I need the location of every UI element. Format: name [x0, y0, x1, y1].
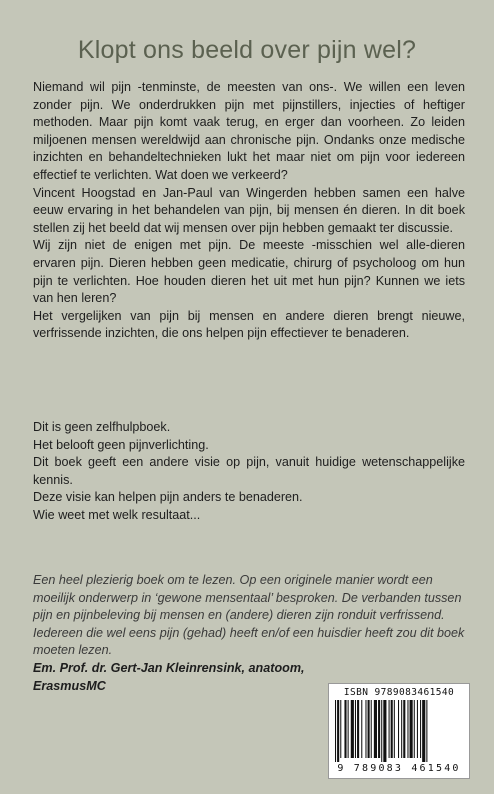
endorsement	[33, 572, 473, 695]
endorsement-text: Een heel plezierig boek om te lezen. Op een originele manier wordt een moeilijk onderwerp in ‘gewone mensentaal’ besproken. De verbanden tussen pijn en pijnbeleving bij mensen en (andere) dieren zijn ronduit verfrissend. Iedereen die wel eens pijn (gehad) heeft en/of een huisdier heeft zou dit boek moeten lezen.	[33, 573, 465, 658]
blurb-paragraph: Wij zijn niet de enigen met pijn. De meeste -misschien wel alle-dieren ervaren pijn. Dieren hebben geen medicatie, chirurg of psycholoog om hun pijn te verlichten. Hoe houden dieren het uit met hun pijn? Kunnen we iets van hen leren?	[33, 238, 465, 306]
endorsement-author: Em. Prof. dr. Gert-Jan Kleinrensink, anatoom, ErasmusMC	[33, 660, 305, 693]
statement-line: Wie weet met welk resultaat...	[33, 507, 201, 522]
blurb	[33, 79, 465, 343]
blurb-paragraph: Vincent Hoogstad en Jan-Paul van Wingerden hebben samen een halve eeuw ervaring in het behandelen van pijn, bij mensen én dieren. In dit boek stellen zij het beeld dat wij mensen over pijn hebben gemaakt ter discussie.	[33, 185, 465, 235]
statement-line: Deze visie kan helpen pijn anders te benaderen.	[33, 490, 303, 505]
back-cover-title: Klopt ons beeld over pijn wel?	[77, 36, 417, 64]
isbn-barcode	[328, 683, 470, 779]
statement-line: Dit is geen zelfhulpboek.	[33, 420, 171, 434]
barcode-bars	[335, 700, 463, 762]
statement-line: Dit boek geeft een andere visie op pijn, vanuit huidige wetenschappelijke kennis.	[33, 455, 465, 487]
statement-line: Het belooft geen pijnverlichting.	[33, 437, 209, 452]
blurb-paragraph: Niemand wil pijn -tenminste, de meesten van ons-. We willen een leven zonder pijn. We onderdrukken pijn met pijnstillers, injecties of heftiger methoden. Maar pijn komt vaak terug, en erger dan voorheen. Zo leiden miljoenen mensen wereldwijd aan chronische pijn. Ondanks onze medische inzichten en behandeltechnieken lukt het maar niet om pijn voor iedereen effectief te verlichten. Wat doen we verkeerd?	[33, 80, 465, 182]
statements	[33, 419, 465, 525]
blurb-paragraph: Het vergelijken van pijn bij mensen en andere dieren brengt nieuwe, verfrissende inzichten, die ons helpen pijn effectiever te benaderen.	[33, 308, 465, 341]
isbn-digits: 9 789083 461540	[337, 763, 461, 774]
isbn-label: ISBN 9789083461540	[343, 687, 455, 698]
